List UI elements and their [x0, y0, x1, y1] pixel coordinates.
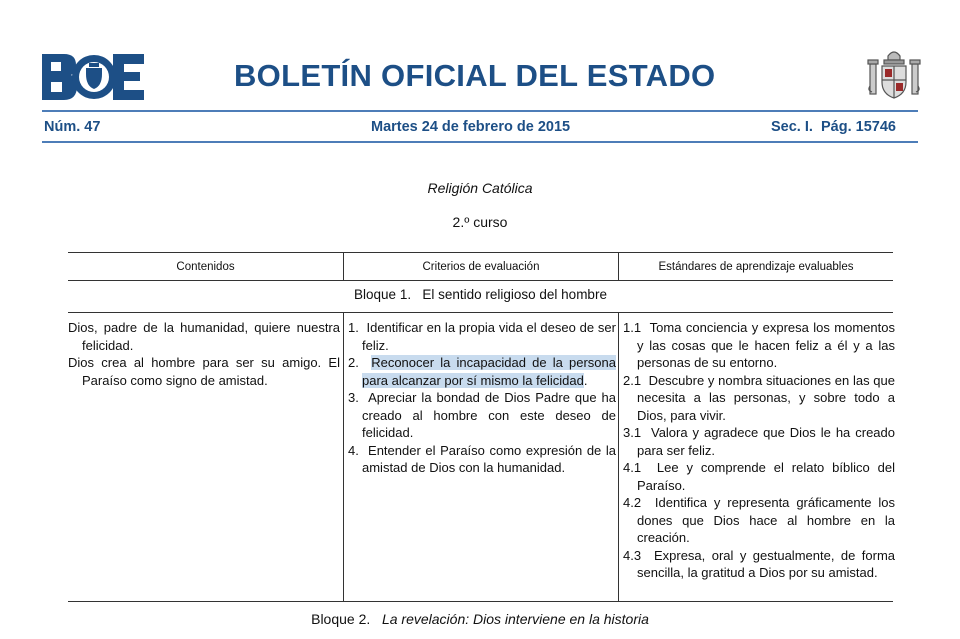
estandar-item: 3.1 Valora y agradece que Dios le ha creado para ser feliz. [623, 425, 895, 458]
coat-of-arms-icon [866, 46, 922, 104]
course-level: 2.º curso [452, 214, 508, 230]
document-header [0, 0, 960, 150]
criterio-item: 4. Entender el Paraíso como expresión de la amistad de Dios con la humanidad. [348, 442, 616, 475]
text-selection-highlight: Reconocer la incapacidad de la persona para alcanzar por sí mismo la felicidad [362, 355, 616, 388]
estandar-item: 1.1 Toma conciencia y expresa los momentos y las cosas que le hacen feliz a él y a las personas de su entorno. [623, 320, 895, 370]
issue-number: Núm. 47 [44, 119, 101, 135]
contenido-item: Dios crea al hombre para ser su amigo. El Paraíso como signo de amistad. [68, 355, 340, 388]
boe-logo [42, 54, 144, 100]
page-label: Pág. 15746 [820, 119, 896, 135]
bloque-row-border [68, 312, 893, 313]
section-label: Sec. I. [771, 119, 813, 135]
column-divider-1b [343, 312, 344, 602]
section-page [771, 119, 896, 135]
table-header-border [68, 280, 893, 281]
bloque-1-heading: Bloque 1. El sentido religioso del hombre [354, 287, 607, 302]
criterio-item: 3. Apreciar la bondad de Dios Padre que ha creado al hombre con este deseo de felicidad. [348, 390, 616, 440]
criterio-item-highlighted: 2. Reconocer la incapacidad de la persona para alcanzar por sí mismo la felicidad. [348, 355, 616, 388]
column-divider-2b [618, 312, 619, 602]
estandar-item: 4.3 Expresa, oral y gestualmente, de forma sencilla, la gratitud a Dios por su amistad. [623, 547, 895, 580]
estandar-item: 2.1 Descubre y nombra situaciones en las que necesita a las personas, y sobre todo a Dios, para vivir. [623, 372, 895, 423]
table-top-border [68, 252, 893, 253]
contenido-item: Dios, padre de la humanidad, quiere nuestra felicidad. [68, 320, 340, 353]
estandar-item: 4.2 Identifica y representa gráficamente los dones que Dios hace al hombre en la creación. [623, 495, 895, 545]
estandares-cell [623, 319, 895, 582]
table-bottom-border [68, 601, 893, 602]
subject-title: Religión Católica [427, 180, 533, 196]
header-rule-top [42, 110, 918, 112]
column-header-estandares: Estándares de aprendizaje evaluables [658, 261, 854, 273]
column-header-contenidos: Contenidos [176, 261, 235, 273]
bloque-2-heading: Bloque 2. La revelación: Dios interviene en la historia [311, 611, 649, 627]
criterio-item: 1. Identificar en la propia vida el deseo de ser feliz. [348, 320, 616, 353]
issue-date: Martes 24 de febrero de 2015 [371, 119, 571, 135]
column-header-criterios: Criterios de evaluación [422, 261, 540, 273]
header-rule-bottom [42, 141, 918, 143]
contenidos-cell [68, 319, 340, 389]
gazette-title: BOLETÍN OFICIAL DEL ESTADO [234, 58, 716, 93]
criterios-cell [348, 319, 616, 477]
estandar-item: 4.1 Lee y comprende el relato bíblico del Paraíso. [623, 460, 895, 493]
